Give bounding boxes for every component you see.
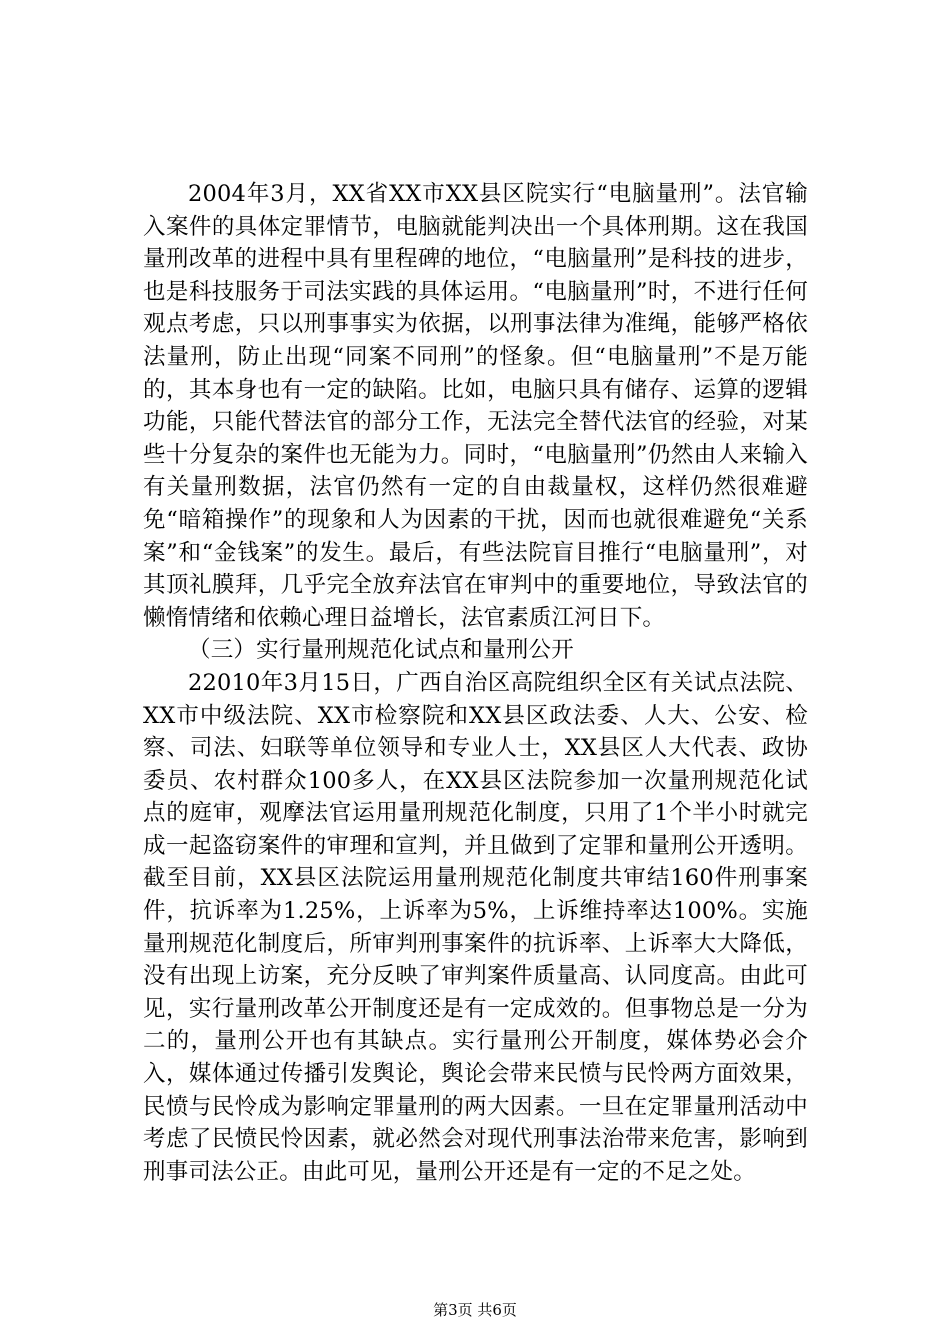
page-number-footer: 第3页 共6页: [433, 1301, 517, 1319]
paragraph-sentencing-standardization: 22010年3月15日，广西自治区高院组织全区有关试点法院、XX市中级法院、XX市检察院和XX县区政法委、人大、公安、检察、司法、妇联等单位领导和专业人士，XX县区人大代表、政协委员、农村群众100多人，在XX县区法院参加一次量刑规范化试点的庭审，观摩法官运用量刑规范化制度，只用了1个半小时就完成一起盗窃案件的审理和宣判，并且做到了定罪和量刑公开透明。截至目前，XX县区法院运用量刑规范化制度共审结160件刑事案件，抗诉率为1.25%，上诉率为5%，上诉维持率达100%。实施量刑规范化制度后，所审判刑事案件的抗诉率、上诉率大大降低，没有出现上访案，充分反映了审判案件质量高、认同度高。由此可见，实行量刑改革公开制度还是有一定成效的。但事物总是一分为二的，量刑公开也有其缺点。实行量刑公开制度，媒体势必会介入，媒体通过传播引发舆论，舆论会带来民愤与民怜两方面效果，民愤与民怜成为影响定罪量刑的两大因素。一旦在定罪量刑活动中考虑了民愤民怜因素，就必然会对现代刑事法治带来危害，影响到刑事司法公正。由此可见，量刑公开还是有一定的不足之处。: [143, 669, 808, 1185]
document-body: [143, 178, 808, 1188]
paragraph-computer-sentencing: 2004年3月，XX省XX市XX县区院实行“电脑量刑”。法官输入案件的具体定罪情节，电脑就能判决出一个具体刑期。这在我国量刑改革的进程中具有里程碑的地位，“电脑量刑”是科技的进步，也是科技服务于司法实践的具体运用。“电脑量刑”时，不进行任何观点考虑，只以刑事事实为依据，以刑事法律为准绳，能够严格依法量刑，防止出现“同案不同刑”的怪象。但“电脑量刑”不是万能的，其本身也有一定的缺陷。比如，电脑只具有储存、运算的逻辑功能，只能代替法官的部分工作，无法完全替代法官的经验，对某些十分复杂的案件也无能为力。同时，“电脑量刑”仍然由人来输入有关量刑数据，法官仍然有一定的自由裁量权，这样仍然很难避免“暗箱操作”的现象和人为因素的干扰，因而也就很难避免“关系案”和“金钱案”的发生。最后，有些法院盲目推行“电脑量刑”，对其顶礼膜拜，几乎完全放弃法官在审判中的重要地位，导致法官的懒惰情绪和依赖心理日益增长，法官素质江河日下。: [143, 181, 808, 631]
section-heading: （三）实行量刑规范化试点和量刑公开: [188, 637, 574, 664]
